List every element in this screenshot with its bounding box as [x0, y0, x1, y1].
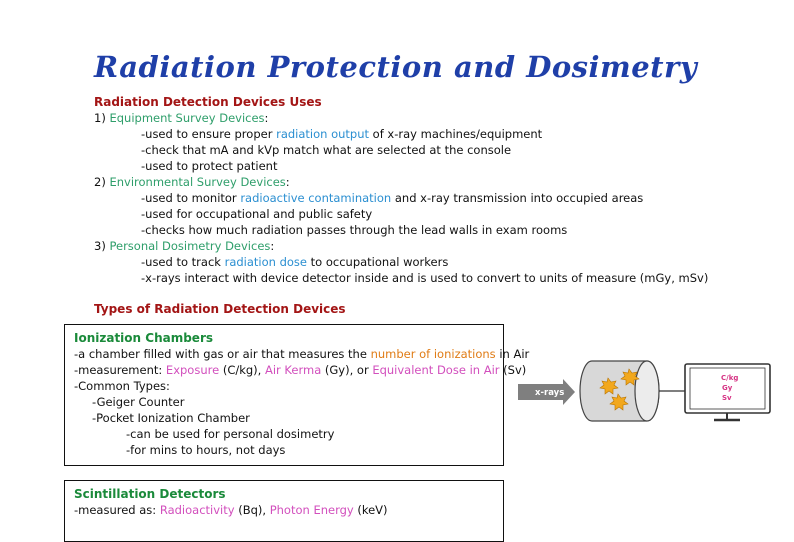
scintillation-line-1: -measured as: Radioactivity (Bq), Photon Energy (keV)	[74, 503, 388, 517]
item-1-name: Equipment Survey Devices	[109, 111, 265, 125]
highlight-number-of-ionizations: number of ionizations	[370, 347, 496, 361]
highlight-photon-energy: Photon Energy	[269, 503, 354, 517]
highlight-exposure: Exposure	[165, 363, 220, 377]
item-1-line-3: -used to protect patient	[141, 159, 278, 173]
monitor-unit-ckg: C/kg	[721, 374, 739, 382]
item-3-line-2: -x-rays interact with device detector inside and is used to convert to units of measure (mGy, mSv)	[141, 271, 709, 285]
ionization-line-7: -for mins to hours, not days	[126, 443, 286, 457]
ionization-line-5: -Pocket Ionization Chamber	[92, 411, 250, 425]
types-heading: Types of Radiation Detection Devices	[94, 302, 346, 316]
scintillation-title: Scintillation Detectors	[74, 487, 226, 501]
highlight-radiation-output: radiation output	[276, 127, 370, 141]
item-1-line-2: -check that mA and kVp match what are selected at the console	[141, 143, 512, 157]
ionization-line-2: -measurement: Exposure (C/kg), Air Kerma (Gy), or Equivalent Dose in Air (Sv)	[74, 363, 527, 377]
x-ray-arrow-label: x-rays	[535, 388, 565, 398]
ionization-line-3: -Common Types:	[74, 379, 170, 393]
item-2-line-3: -checks how much radiation passes through the lead walls in exam rooms	[141, 223, 568, 237]
highlight-equivalent-dose: Equivalent Dose in Air	[372, 363, 500, 377]
chamber-end-icon	[635, 361, 659, 421]
item-1-header: 1) Equipment Survey Devices:	[94, 111, 269, 125]
item-3-header: 3) Personal Dosimetry Devices:	[94, 239, 275, 253]
item-1-line-1: -used to ensure proper radiation output of x-ray machines/equipment	[141, 127, 543, 141]
ionization-title: Ionization Chambers	[74, 331, 214, 345]
item-2-line-1: -used to monitor radioactive contamination and x-ray transmission into occupied areas	[141, 191, 644, 205]
item-3-line-1: -used to track radiation dose to occupational workers	[141, 255, 449, 269]
ionization-line-4: -Geiger Counter	[92, 395, 185, 409]
monitor-unit-sv: Sv	[722, 394, 732, 402]
ionization-chamber-diagram	[515, 355, 775, 425]
item-2-line-2: -used for occupational and public safety	[141, 207, 373, 221]
item-2-name: Environmental Survey Devices	[109, 175, 286, 189]
highlight-radiation-dose: radiation dose	[224, 255, 307, 269]
highlight-radioactive-contamination: radioactive contamination	[240, 191, 392, 205]
uses-heading: Radiation Detection Devices Uses	[94, 95, 322, 109]
monitor-unit-gy: Gy	[722, 384, 733, 392]
highlight-air-kerma: Air Kerma	[264, 363, 322, 377]
ionization-line-1: -a chamber filled with gas or air that measures the number of ionizations in Air	[74, 347, 530, 361]
item-3-name: Personal Dosimetry Devices	[109, 239, 271, 253]
highlight-radioactivity: Radioactivity	[159, 503, 235, 517]
page-title: Radiation Protection and Dosimetry	[94, 50, 698, 84]
ionization-line-6: -can be used for personal dosimetry	[126, 427, 335, 441]
item-2-header: 2) Environmental Survey Devices:	[94, 175, 290, 189]
